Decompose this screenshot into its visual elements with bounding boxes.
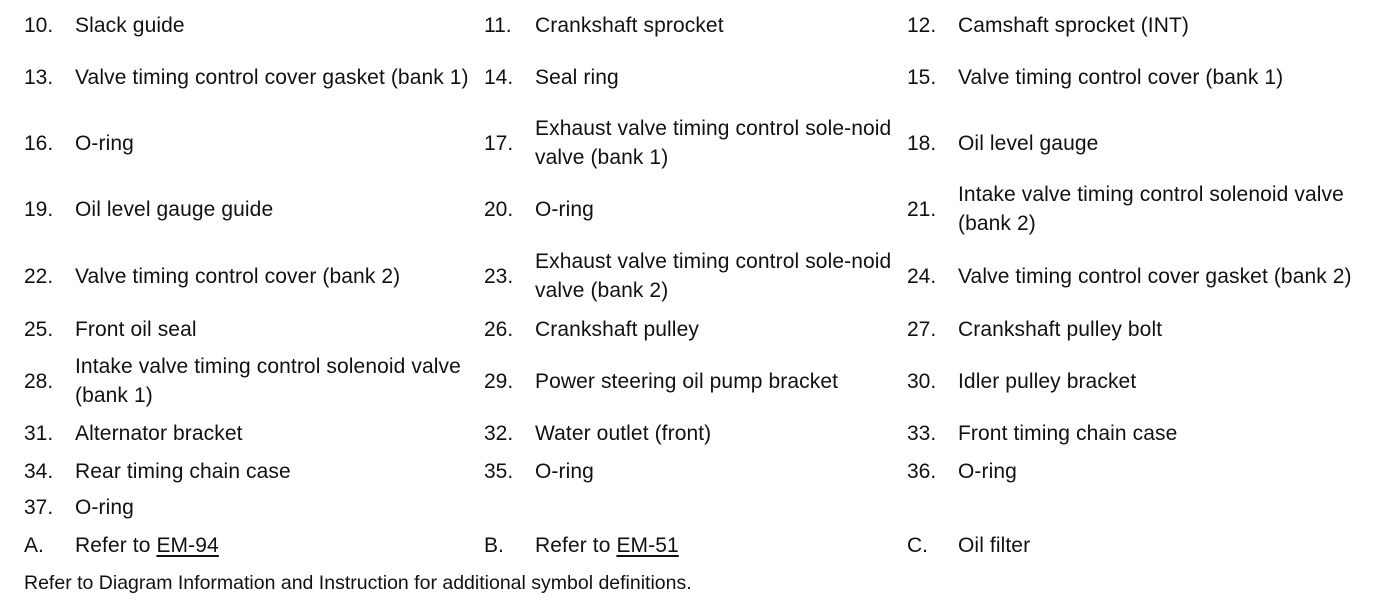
item-number: 19. xyxy=(24,197,54,221)
legend-item xyxy=(907,348,1384,414)
legend-row xyxy=(24,176,1384,242)
item-number: 20. xyxy=(484,197,514,221)
legend-item xyxy=(24,6,474,44)
legend-item xyxy=(907,414,1384,452)
item-description: O-ring xyxy=(535,197,594,221)
item-description: Oil filter xyxy=(958,533,1031,557)
legend-item xyxy=(24,452,474,490)
item-number: 30. xyxy=(907,369,937,393)
legend-item xyxy=(907,176,1384,242)
item-description: Camshaft sprocket (INT) xyxy=(958,13,1190,37)
item-number: 17. xyxy=(484,131,514,155)
legend-item xyxy=(24,310,474,348)
legend-item xyxy=(24,526,474,564)
item-description: Valve timing control cover gasket (bank 2) xyxy=(958,264,1352,288)
item-number: 18. xyxy=(907,131,937,155)
legend-item xyxy=(24,176,474,242)
legend-item xyxy=(907,452,1384,490)
legend-item xyxy=(484,176,904,242)
reference-prefix: Refer to xyxy=(75,533,157,557)
legend-row xyxy=(24,488,1384,526)
item-description: Intake valve timing control solenoid valve (bank 1) xyxy=(75,355,461,407)
item-number: 31. xyxy=(24,421,54,445)
legend-row xyxy=(24,44,1384,110)
item-number: 12. xyxy=(907,13,937,37)
item-description: Crankshaft pulley bolt xyxy=(958,317,1163,341)
legend-row xyxy=(24,348,1384,414)
item-number: 29. xyxy=(484,369,514,393)
item-number: 28. xyxy=(24,369,54,393)
item-reference xyxy=(535,531,904,560)
item-number: 15. xyxy=(907,65,937,89)
item-description: Exhaust valve timing control sole-noid valve (bank 2) xyxy=(535,250,892,302)
legend-item xyxy=(484,243,904,309)
legend-row xyxy=(24,243,1384,309)
item-description: Rear timing chain case xyxy=(75,459,291,483)
legend-item xyxy=(24,243,474,309)
item-description: Front timing chain case xyxy=(958,421,1178,445)
item-number: 21. xyxy=(907,197,937,221)
item-number: 14. xyxy=(484,65,514,89)
item-description: O-ring xyxy=(958,459,1017,483)
item-number: A. xyxy=(24,533,44,557)
legend-row xyxy=(24,526,1384,564)
legend-row xyxy=(24,109,1384,177)
legend-item xyxy=(484,310,904,348)
legend-item xyxy=(24,44,474,110)
legend-item xyxy=(484,44,904,110)
item-number: 16. xyxy=(24,131,54,155)
item-description: Power steering oil pump bracket xyxy=(535,369,839,393)
item-description: O-ring xyxy=(535,459,594,483)
item-number: 37. xyxy=(24,495,54,519)
item-description: O-ring xyxy=(75,131,134,155)
item-number: 32. xyxy=(484,421,514,445)
item-description: Seal ring xyxy=(535,65,619,89)
item-description: Crankshaft sprocket xyxy=(535,13,724,37)
item-number: 35. xyxy=(484,459,514,483)
legend-item xyxy=(484,526,904,564)
item-number: 33. xyxy=(907,421,937,445)
item-number: 10. xyxy=(24,13,54,37)
item-number: C. xyxy=(907,533,928,557)
legend-item xyxy=(907,526,1384,564)
legend-item xyxy=(907,44,1384,110)
reference-prefix: Refer to xyxy=(535,533,617,557)
legend-item xyxy=(907,243,1384,309)
reference-link[interactable]: EM-94 xyxy=(156,533,219,557)
legend-item xyxy=(907,6,1384,44)
item-description: Front oil seal xyxy=(75,317,197,341)
item-description: Intake valve timing control solenoid valve (bank 2) xyxy=(958,183,1344,235)
item-description: Exhaust valve timing control sole-noid valve (bank 1) xyxy=(535,117,892,169)
item-number: 26. xyxy=(484,317,514,341)
item-number: 36. xyxy=(907,459,937,483)
legend-row xyxy=(24,414,1384,452)
item-number: 34. xyxy=(24,459,54,483)
item-description: Alternator bracket xyxy=(75,421,243,445)
legend-item xyxy=(484,452,904,490)
item-number: B. xyxy=(484,533,504,557)
footer-note: Refer to Diagram Information and Instruction for additional symbol definitions. xyxy=(24,572,692,594)
item-number: 11. xyxy=(484,13,512,37)
item-number: 13. xyxy=(24,65,54,89)
legend-item xyxy=(907,109,1384,177)
legend-item xyxy=(484,109,904,177)
item-reference xyxy=(75,531,474,560)
legend-item xyxy=(484,414,904,452)
item-number: 25. xyxy=(24,317,54,341)
item-description: Slack guide xyxy=(75,13,185,37)
legend-item xyxy=(24,488,474,526)
legend-item xyxy=(484,6,904,44)
item-description: Valve timing control cover (bank 2) xyxy=(75,264,401,288)
legend-row xyxy=(24,310,1384,348)
legend-item xyxy=(484,348,904,414)
item-number: 23. xyxy=(484,264,514,288)
item-description: Valve timing control cover (bank 1) xyxy=(958,65,1284,89)
item-number: 27. xyxy=(907,317,937,341)
item-description: Valve timing control cover gasket (bank 1) xyxy=(75,65,469,89)
legend-item xyxy=(24,348,474,414)
item-number: 24. xyxy=(907,264,937,288)
legend-item xyxy=(24,414,474,452)
legend-item xyxy=(907,310,1384,348)
item-description: Crankshaft pulley xyxy=(535,317,699,341)
legend-item xyxy=(24,109,474,177)
item-description: Idler pulley bracket xyxy=(958,369,1137,393)
item-description: Water outlet (front) xyxy=(535,421,712,445)
reference-link[interactable]: EM-51 xyxy=(616,533,679,557)
item-description: O-ring xyxy=(75,495,134,519)
item-description: Oil level gauge xyxy=(958,131,1099,155)
item-description: Oil level gauge guide xyxy=(75,197,274,221)
legend-row xyxy=(24,6,1384,44)
legend-row xyxy=(24,452,1384,490)
item-number: 22. xyxy=(24,264,54,288)
